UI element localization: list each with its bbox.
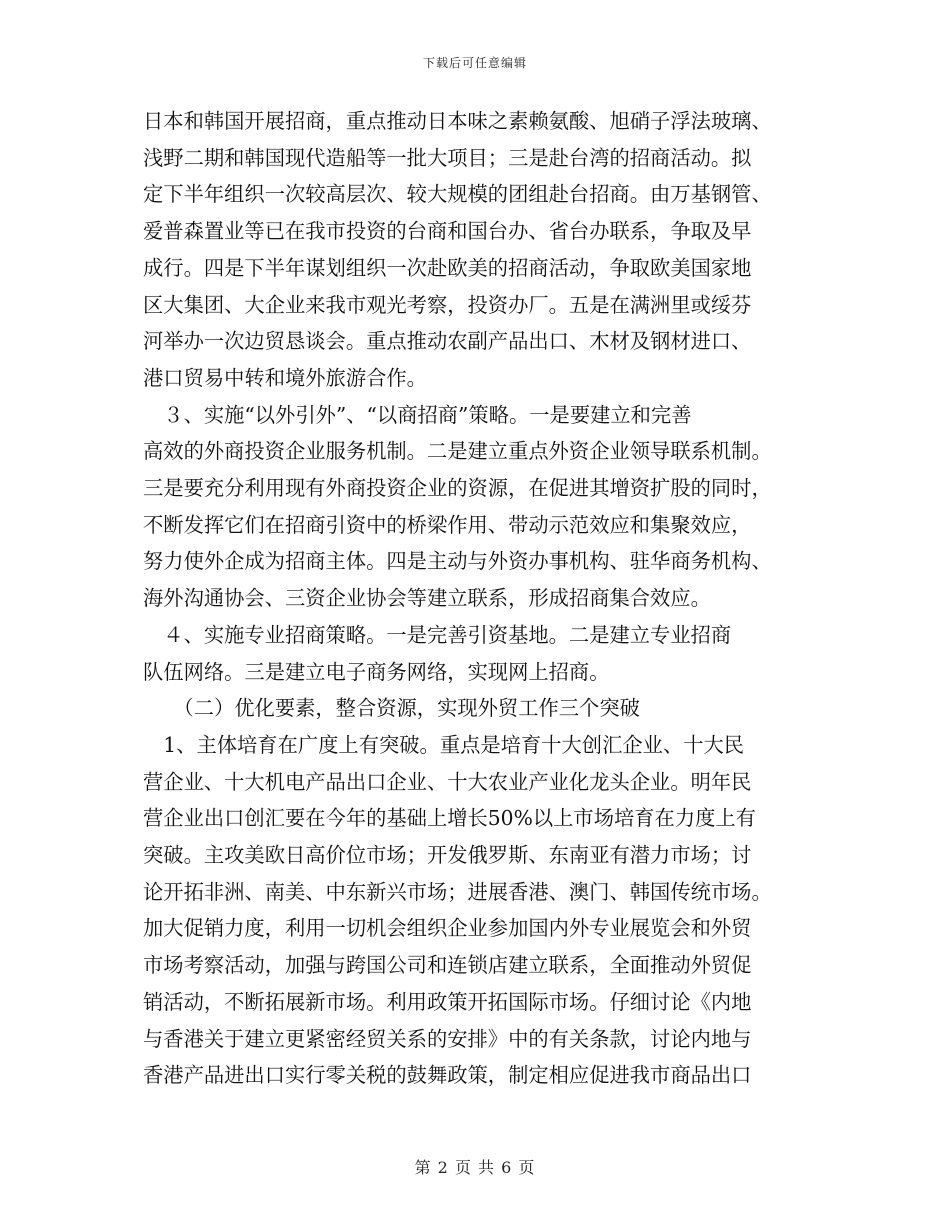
text-line: 努力使外企成为招商主体。四是主动与外资办事机构、驻华商务机构、	[143, 549, 772, 574]
text-line: （二）优化要素，整合资源，实现外贸工作三个突破	[143, 696, 640, 721]
text-line: 队伍网络。三是建立电子商务网络，实现网上招商。	[143, 659, 610, 684]
text-line: 突破。主攻美欧日高价位市场；开发俄罗斯、东南亚有潜力市场；讨	[143, 843, 752, 868]
text-line: 营企业出口创汇要在今年的基础上增长50%以上市场培育在力度上有	[143, 806, 756, 831]
text-line: 日本和韩国开展招商，重点推动日本味之素赖氨酸、旭硝子浮法玻璃、	[143, 109, 772, 133]
text-line: 1、主体培育在广度上有突破。重点是培育十大创汇企业、十大民	[143, 732, 745, 757]
text-line: 营企业、十大机电产品出口企业、十大农业产业化龙头企业。明年民	[143, 769, 752, 794]
text-line: 河举办一次边贸恳谈会。重点推动农副产品出口、木材及钢材进口、	[143, 329, 752, 354]
text-line: 市场考察活动，加强与跨国公司和连锁店建立联系，全面推动外贸促	[143, 953, 752, 978]
text-line: 区大集团、大企业来我市观光考察，投资办厂。五是在满洲里或绥芬	[143, 292, 752, 317]
page-header: 下载后可任意编辑	[422, 56, 527, 70]
text-line: 销活动，不断拓展新市场。利用政策开拓国际市场。仔细讨论《内地	[143, 989, 752, 1014]
text-line: 三是要充分利用现有外商投资企业的资源，在促进其增资扩股的同时，	[143, 476, 772, 501]
text-line: 浅野二期和韩国现代造船等一批大项目；三是赴台湾的招商活动。拟	[143, 145, 752, 170]
document-body	[143, 103, 813, 1094]
text-line: 香港产品进出口实行零关税的鼓舞政策，制定相应促进我市商品出口	[143, 1063, 752, 1088]
text-line: 不断发挥它们在招商引资中的桥梁作用、带动示范效应和集聚效应，	[143, 512, 752, 537]
text-line: 爱普森置业等已在我市投资的台商和国台办、省台办联系，争取及早	[143, 219, 752, 244]
text-line: 定下半年组织一次较高层次、较大规模的团组赴台招商。由万基钢管、	[143, 182, 772, 207]
text-line: 与香港关于建立更紧密经贸关系的安排》中的有关条款，讨论内地与	[143, 1026, 752, 1051]
text-line: 高效的外商投资企业服务机制。二是建立重点外资企业领导联系机制。	[143, 439, 772, 464]
text-line: 加大促销力度，利用一切机会组织企业参加国内外专业展览会和外贸	[143, 916, 752, 941]
page-number-footer: 第 2 页 共 6 页	[414, 1158, 536, 1177]
text-line: 成行。四是下半年谋划组织一次赴欧美的招商活动，争取欧美国家地	[143, 255, 752, 280]
text-line: ４、实施专业招商策略。一是完善引资基地。二是建立专业招商	[143, 622, 732, 647]
text-line: 论开拓非洲、南美、中东新兴市场；进展香港、澳门、韩国传统市场。	[143, 879, 772, 904]
text-line: 港口贸易中转和境外旅游合作。	[143, 365, 427, 390]
text-line: 海外沟通协会、三资企业协会等建立联系，形成招商集合效应。	[143, 586, 711, 611]
text-line: ３、实施“以外引外”、“以商招商”策略。一是要建立和完善	[143, 402, 692, 427]
